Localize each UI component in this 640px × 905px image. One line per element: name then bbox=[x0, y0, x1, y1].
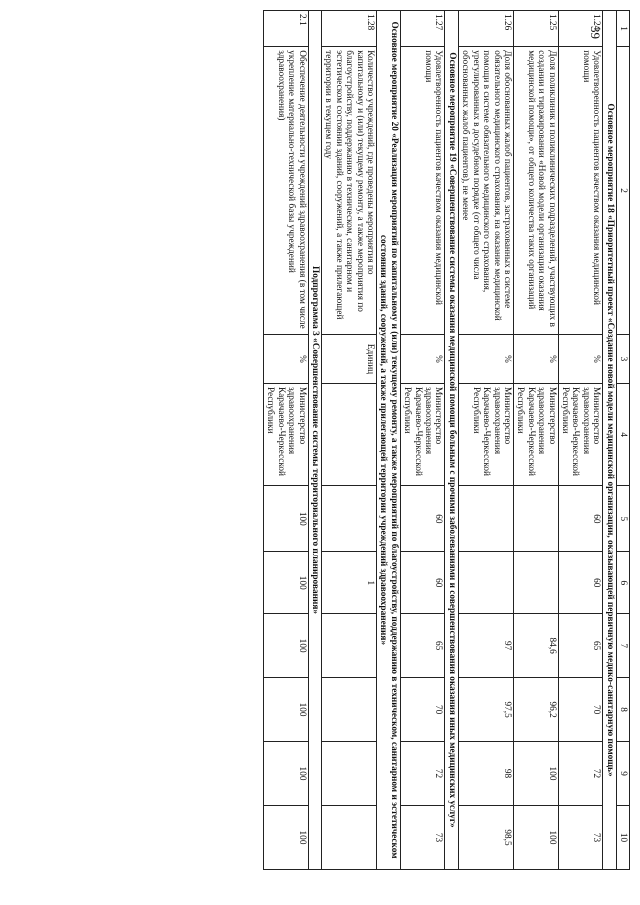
responsible-org: Министерство здравоохранения Карачаево-Черкесской Республики bbox=[400, 384, 445, 486]
value-col7 bbox=[322, 614, 377, 678]
value-col7: 84,6 bbox=[513, 614, 558, 678]
value-col6 bbox=[458, 552, 513, 614]
value-col9: 72 bbox=[400, 742, 445, 806]
indicator-name: Количество учреждений, где проведены мероприятия по капитальному и (или) текущему ремонту, а также мероприятия по благоустройству, поддержанию в техническом, санитарном и эстетическом состоянии зданий, сооружений, а также прилегающей территории в текущем году bbox=[322, 47, 377, 335]
value-col10: 100 bbox=[513, 806, 558, 870]
value-col9: 98 bbox=[458, 742, 513, 806]
value-col8: 70 bbox=[400, 678, 445, 742]
section-title-row bbox=[603, 11, 616, 870]
indicator-name: Обеспечение деятельности учреждений здравоохранения (в том числе укрепление материально-технической базы учреждений здравоохранения) bbox=[264, 47, 309, 335]
value-col10 bbox=[322, 806, 377, 870]
indicator-name: Удовлетворенность пациентов качеством оказания медицинской помощи bbox=[558, 47, 603, 335]
value-col7: 97 bbox=[458, 614, 513, 678]
value-col8: 97,5 bbox=[458, 678, 513, 742]
responsible-org: Министерство здравоохранения Карачаево-Черкесской Республики bbox=[513, 384, 558, 486]
value-col6: 60 bbox=[558, 552, 603, 614]
indicator-name: Удовлетворенность пациентов качеством оказания медицинской помощи bbox=[400, 47, 445, 335]
value-col8: 70 bbox=[558, 678, 603, 742]
value-col6 bbox=[513, 552, 558, 614]
section-title-row bbox=[308, 11, 321, 870]
table-row bbox=[558, 11, 603, 870]
value-col5 bbox=[513, 486, 558, 552]
value-col10: 73 bbox=[558, 806, 603, 870]
section-title: Основное мероприятие 20 «Реализация мероприятий по капитальному и (или) текущему ремонту, а также мероприятий по благоустройству, поддержанию в техническом, санитарном и эстетическом состоянии зданий, сооружений, а также прилегающей территории учреждений здравоохранения» bbox=[377, 11, 401, 870]
value-col6: 1 bbox=[322, 552, 377, 614]
table-row bbox=[458, 11, 513, 870]
indicator-name: Доля поликлиник и поликлинических подразделений, участвующих в создании и тиражировании «Новой модели организации оказания медицинской помощи», от общего количества таких организаций bbox=[513, 47, 558, 335]
unit: % bbox=[458, 334, 513, 383]
value-col8: 96,2 bbox=[513, 678, 558, 742]
header-cell: 10 bbox=[616, 806, 629, 870]
row-number: 1.24 bbox=[558, 11, 603, 47]
value-col8 bbox=[322, 678, 377, 742]
value-col10: 73 bbox=[400, 806, 445, 870]
unit: % bbox=[558, 334, 603, 383]
value-col9: 72 bbox=[558, 742, 603, 806]
indicators-table bbox=[263, 10, 630, 870]
section-title-row bbox=[445, 11, 458, 870]
row-number: 1.25 bbox=[513, 11, 558, 47]
value-col7: 65 bbox=[400, 614, 445, 678]
table-row bbox=[322, 11, 377, 870]
header-cell: 5 bbox=[616, 486, 629, 552]
responsible-org: Министерство здравоохранения Карачаево-Черкесской Республики bbox=[558, 384, 603, 486]
table-row bbox=[400, 11, 445, 870]
unit: % bbox=[400, 334, 445, 383]
section-title: Основное мероприятие 19 «Совершенствование системы оказания медицинской помощи больным с прочими заболеваниями и совершенствования оказания иных медицинских услуг» bbox=[445, 11, 458, 870]
value-col5 bbox=[322, 486, 377, 552]
value-col5: 60 bbox=[558, 486, 603, 552]
row-number: 1.26 bbox=[458, 11, 513, 47]
header-cell: 2 bbox=[616, 47, 629, 335]
indicator-name: Доля обоснованных жалоб пациентов, застрахованных в системе обязательного медицинского страхования, на оказание медицинской помощи в системе обязательного медицинского страхования, урегулированных в досудебном порядке (от общего числа обоснованных жалоб пациентов), не менее bbox=[458, 47, 513, 335]
value-col10: 100 bbox=[264, 806, 309, 870]
value-col5 bbox=[458, 486, 513, 552]
value-col9 bbox=[322, 742, 377, 806]
section-title: Подпрограмма 3 «Совершенствование системы территориального планирования» bbox=[308, 11, 321, 870]
header-cell: 6 bbox=[616, 552, 629, 614]
table-row bbox=[264, 11, 309, 870]
value-col6: 100 bbox=[264, 552, 309, 614]
unit: Единиц bbox=[322, 334, 377, 383]
row-number: 1.28 bbox=[322, 11, 377, 47]
value-col9: 100 bbox=[513, 742, 558, 806]
section-title: Основное мероприятие 18 «Приоритетный проект «Создание новой модели медицинской организации, оказывающей первичную медико-санитарную помощь» bbox=[603, 11, 616, 870]
header-cell: 1 bbox=[616, 11, 629, 47]
section-title-row bbox=[377, 11, 401, 870]
row-number: 1.27 bbox=[400, 11, 445, 47]
unit: % bbox=[513, 334, 558, 383]
unit: % bbox=[264, 334, 309, 383]
header-cell: 3 bbox=[616, 334, 629, 383]
responsible-org bbox=[322, 384, 377, 486]
header-row bbox=[616, 11, 629, 870]
row-number: 2.1 bbox=[264, 11, 309, 47]
table-row bbox=[513, 11, 558, 870]
value-col8: 100 bbox=[264, 678, 309, 742]
page-number: 39 bbox=[588, 26, 603, 39]
responsible-org: Министерство здравоохранения Карачаево-Черкесской Республики bbox=[458, 384, 513, 486]
value-col7: 100 bbox=[264, 614, 309, 678]
responsible-org: Министерство здравоохранения Карачаево-Черкесской Республики bbox=[264, 384, 309, 486]
value-col7: 65 bbox=[558, 614, 603, 678]
value-col9: 100 bbox=[264, 742, 309, 806]
value-col5: 100 bbox=[264, 486, 309, 552]
rotated-table-container bbox=[110, 10, 630, 870]
header-cell: 9 bbox=[616, 742, 629, 806]
value-col6: 60 bbox=[400, 552, 445, 614]
header-cell: 7 bbox=[616, 614, 629, 678]
value-col10: 98,5 bbox=[458, 806, 513, 870]
header-cell: 4 bbox=[616, 384, 629, 486]
value-col5: 60 bbox=[400, 486, 445, 552]
header-cell: 8 bbox=[616, 678, 629, 742]
